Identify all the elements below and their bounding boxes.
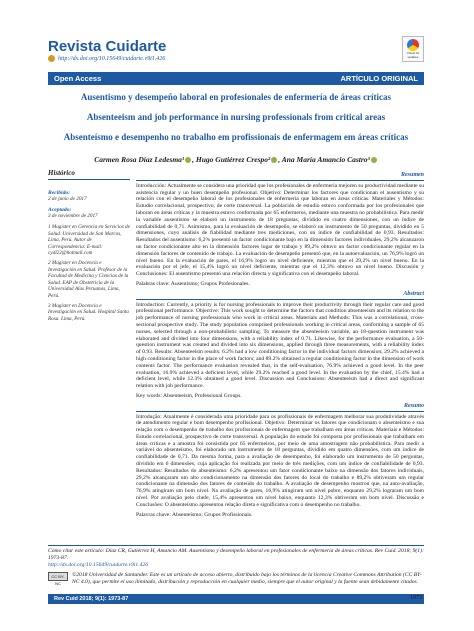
article-type-label: ARTÍCULO ORIGINAL [340, 74, 418, 83]
author-name: Ana María Amancio Castro³ [281, 155, 370, 164]
accepted-label: Aceptado: [48, 206, 72, 213]
crossmark-icon [407, 39, 419, 51]
history-column [48, 170, 130, 322]
article-titles [48, 92, 424, 152]
doi-row [48, 55, 165, 62]
accepted-date: 3 de noviembre de 2017 [48, 213, 98, 220]
resumen-text: Introducción: Actualmente se considera una prioridad que los profesionales de enfermería mejoren su productividad mediante su asistencia regular y un buen desempeño profesional. Objetivo: Determinar los factores que condicionan el ausentismo y su relación con el desempeño laboral de los profesionales de enfermería que laboran en áreas críticas. Materiales y Métodos: Estudio correlacional, prospectivo, de corte transversal. La población de estudio estuvo conformada por los profesionales que laboran en áreas críticas y la muestra estuvo conformada por 65 enfermeros, mediante una muestra no probabilística. Para medir la variable ausentismo se elaboró un instrumento de 18 preguntas, dividido en cuatro dimensiones, con un índice de confiabilidad de 0,71. Asimismo, para la evaluación de desempeño, se elaboró un instrumento de 50 preguntas, dividido en 5 dimensiones, cuyo análisis de fiabilidad mediante tres mediciones, con un índice de confiabilidad de 0,93. Resultados: Resultados del ausentismo: 6,2% presentó un factor condicionante bajo en la dimensión factores individuales, 29,2% alcanzaron un factor condicionante alto en la dimensión factores lugar de trabajo y 89,2% obtuvo un factor condicionante regular en la dimensión factores de contenido de trabajo. La evaluación de desempeño presentó que, en la autoevaluación, un 76,9% logró un nivel bueno. En la evaluación de pares, el 16,9% logro un nivel deficiente, mientras que el 29,2% un nivel bueno. En la evaluación por el jefe, el 15,4% logró un nivel deficiente, mientras que el 12,3% obtuvo un nivel bueno. Discusión y Conclusiones: El ausentismo presentó una relación directa y significativa con el desempeño laboral. [136, 182, 424, 278]
abstract-keywords: Key words: Absenteeism, Professional Groups. [136, 392, 242, 399]
orcid-icon[interactable] [185, 157, 191, 163]
title-pt: Absenteísmo e desempenho no trabalho em profissionais de enfermagem em áreas críticas [63, 132, 409, 142]
page-number: 1973 [410, 595, 422, 601]
journal-header [48, 38, 448, 68]
cc-license-icon[interactable]: CC BY-NC [48, 572, 68, 581]
journal-title: Revista Cuidarte [48, 38, 167, 55]
received-label: Recibido: [48, 189, 71, 196]
resumo-keywords: Palavras chave: Absenteísmo; Grupos Profissionais. [136, 511, 253, 518]
orcid-icon[interactable] [371, 157, 377, 163]
abstract-heading: Abstract [136, 291, 424, 300]
author-name: Carmen Rosa Díaz Ledesma¹ [94, 155, 185, 164]
abstract-text: Introduction: Currently, a priority is for nursing professionals to improve their productivity through their regular care and good professional performance. Objective: This work sought to determine the factors that condition absenteeism and its relation to the job performance of nursing professionals who work in critical areas. Materials and Methods: This was a correlational, cross-sectional prospective study. The study population comprised professionals working in critical areas, conforming a sample of 65 nurses, selected through a non-probabilistic sampling. To measure the absenteeism variable, an 18-question instrument was elaborated and divided into four dimensions, with a reliability index of 0.71. Likewise, for the performance evaluation, a 50-question instrument was created and divided into six dimensions, applied through three measurements, with a reliability index of 0.93. Results: Absenteeism results: 6.2% had a low conditioning factor in the individual factors dimension; 29.2% achieved a high conditioning factor in the place of work factors; and 89.2% obtained a regular conditioning factor in the dimension of work contents factor. The performance evaluation revealed that, in the self-evaluation, 76.9% achieved a good level. In the peer evaluation, 16.9% achieved a deficient level, while 29.2% reached a good level. In the evaluation by the chief, 15.4% had a deficient level, while 12.3% obtained a good level. Discussion and Conclusions: Absenteeism had a direct and significant relation with job performance. [136, 301, 424, 390]
abstracts-column [136, 172, 424, 521]
citation-text: Cómo citar este artículo: Díaz CR, Gutiérrez H, Amancio AM. Ausentismo y desempeño laboral en profesionales de enfermería de áreas críticas. Rev Cuid. 2018; 9(1): 1973-87. [48, 548, 424, 561]
resumo-heading: Resumo [136, 403, 424, 412]
journal-reference: Rev Cuid 2018; 9(1): 1973-87 [54, 596, 129, 602]
history-title: Histórico [48, 170, 130, 180]
resumen-keywords: Palabras clave: Ausentismo; Grupos Profesionales. [136, 280, 250, 287]
resumo-text: Introdução: Atualmente é considerada uma prioridade para os profissionais de enfermagem melhorar sua produtividade através de atendimento regular e bom desempenho profissional. Objetivo: Determinar os fatores que condicionam o absenteísmo e sua relação com o desempenho de trabalho dos profissionais de enfermagem que trabalham em áreas críticas. Materiais e Métodos: Estudo correlacional, prospectivo de corte transversal. A população do estudo foi composta por profissionais que trabalham em áreas críticas e a amostra foi consistida por 65 enfermeiros, por meio de uma amostragem não probabilística. Para medir a variável do absenteísmo, foi elaborado um instrumento de 18 perguntas, dividido em quatro dimensões, com um índice de confiabilidade de 0,71. Da mesma forma, para a avaliação de desempenho, foi elaborado um instrumento de 50 perguntas, dividido em 6 dimensões, cuja aplicação foi realizada por meio de três medições, com um índice de confiabilidade de 0,93. Resultados: Resultados do absenteísmo: 6,2% apresentou um fator condicionante baixo na dimensão dos fatores individuais, 29,2% alcançaram um alto condicionamento na dimensão dos fatores do local do trabalho e 89,2% obtiveram um regular condicionante na dimensão dos fatores de conteúdo do trabalho. A avaliação de desempenho mostrou que, na auto-avaliação, 76,9% atingiram um bom nível. Na avaliação de pares, 16,9% atingiram um nível pobre, enquanto 29,2% lograram um bom nível. Por avaliação pelo chefe, 15,4% apresentou um nível baixo, enquanto 12,3% obtiveram um bom nível. Discussão e Conclusões: O absenteísmo apresentou relação direta e significativa com o desempenho no trabalho. [136, 413, 424, 508]
footer-bar [48, 594, 424, 604]
doi-link[interactable]: http://dx.doi.org/10.15649/cuidarte.v9i1.426 [58, 55, 166, 62]
affiliation: 3 Magíster en Docencia e Investigación en Salud. Hospital Santa Rosa. Lima, Perú. [48, 302, 129, 322]
title-en: Absenteeism and job performance in nursing professionals from critical areas [86, 112, 386, 122]
license-text: ©2018 Universidad de Santander. Este es un artículo de acceso abierto, distribuido bajo los términos de la licencia Creative Commons Attribution (CC BY-NC 4.0), que permite el uso ilimitado, distribución y reproducción en cualquier medio, siempre que el autor original y la fuente sean debidamente citados. [72, 572, 422, 586]
article-banner [48, 72, 424, 85]
affiliation: 2 Magíster en Docencia e Investigación en Salud. Profesor de la Facultad de Medicina y Ciencias de la Salud. EAP de Obstetricia de la Universidad Alas Peruanas, Lima, Perú. [48, 259, 129, 299]
affiliation: 1 Magíster en Gerencia en Servicios de Salud. Universidad de San Marcos, Lima, Perú. Autor de Correspondencia: E-mail: cydl22@hotmail.com [48, 223, 130, 257]
license-row [48, 572, 424, 586]
citation-link[interactable]: http://dx.doi.org/10.15649/cuidarte.v9i1.426 [48, 561, 149, 568]
crossmark-label: Check for updates [406, 51, 420, 59]
citation-box [48, 545, 424, 586]
received-date: 2 de junio de 2017 [48, 196, 87, 203]
orcid-icon[interactable] [271, 157, 277, 163]
resumen-heading: Resumen [136, 172, 424, 181]
author-list: Carmen Rosa Díaz Ledesma¹ , Hugo Gutiérrez Crespo² , Ana María Amancio Castro³ [48, 155, 424, 164]
doi-icon [48, 55, 55, 62]
author-name: Hugo Gutiérrez Crespo² [195, 155, 271, 164]
crossmark-badge[interactable] [402, 36, 424, 62]
title-es: Ausentismo y desempeño laboral en profesionales de enfermería de áreas críticas [80, 92, 392, 102]
open-access-label: Open Access [54, 74, 102, 83]
